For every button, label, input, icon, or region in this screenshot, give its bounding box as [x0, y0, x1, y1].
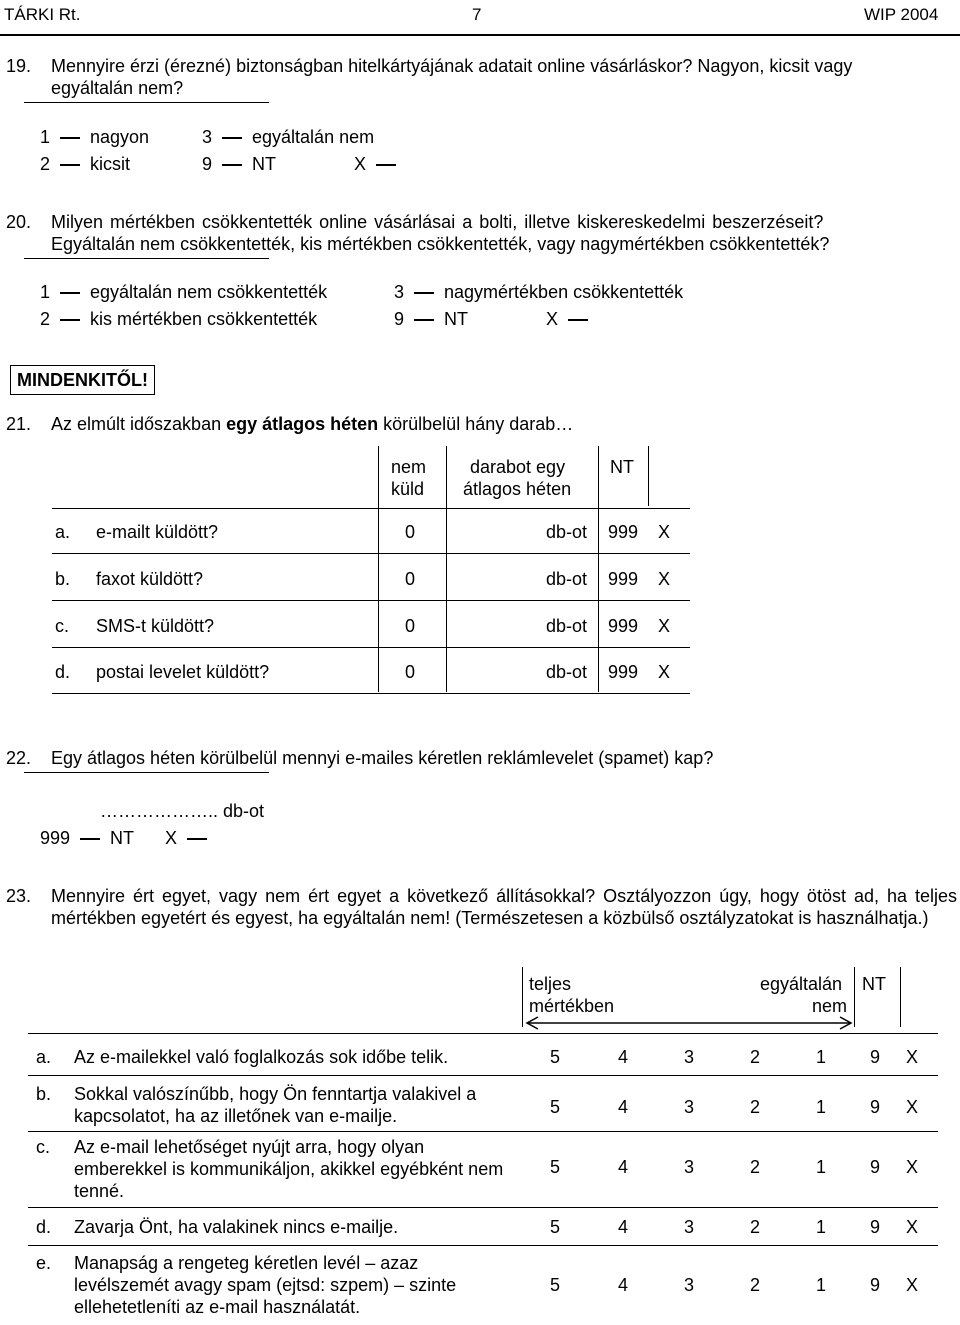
- q21-nt-option[interactable]: 999: [608, 616, 639, 636]
- q21-row-label: e-mailt küldött?: [96, 522, 219, 542]
- q21-hline-a: [52, 553, 690, 554]
- q21-x-option[interactable]: X: [658, 662, 671, 682]
- q23-option-1[interactable]: 1: [816, 1217, 827, 1237]
- q21-row-label: faxot küldött?: [96, 569, 204, 589]
- q20-option-9[interactable]: 9 NT: [394, 309, 469, 329]
- q20-text-line1: Milyen mértékben csökkentették online vásárlásai a bolti, illetve kiskereskedelmi beszerzéseit?: [51, 212, 824, 232]
- q23-row-text: Sokkal valószínűbb, hogy Ön fenntartja valakivel a kapcsolatot, ha az illetőnek van e-mailje.: [74, 1084, 477, 1126]
- q23-option-9[interactable]: 9: [870, 1097, 881, 1117]
- q21-number: 21.: [6, 414, 32, 434]
- q23-option-4[interactable]: 4: [618, 1157, 629, 1177]
- q21-db-field[interactable]: db-ot: [546, 569, 588, 589]
- q23-rule-d: [28, 1245, 938, 1246]
- q23-option-1[interactable]: 1: [816, 1157, 827, 1177]
- q21-col-db-1: darabot egy: [470, 457, 566, 477]
- q21-col-db-2: átlagos héten: [463, 479, 572, 499]
- q21-hline-c: [52, 647, 690, 648]
- q20-option-3[interactable]: 3 nagymértékben csökkentették: [394, 282, 684, 302]
- q21-row-letter: c.: [55, 616, 70, 636]
- q23-option-9[interactable]: 9: [870, 1217, 881, 1237]
- q23-scale-right-2: nem: [812, 996, 848, 1016]
- q21-x-option[interactable]: X: [658, 616, 671, 636]
- q22-underline: [24, 772, 269, 773]
- q23-row-letter: b.: [36, 1084, 52, 1104]
- q19-text-line1: Mennyire érzi (érezné) biztonságban hitelkártyájának adatait online vásárláskor? Nagyon, kicsit vagy: [51, 56, 853, 76]
- q23-scale-vline-left: [522, 967, 523, 1027]
- q23-option-3[interactable]: 3: [684, 1217, 695, 1237]
- q23-option-x[interactable]: X: [906, 1097, 919, 1117]
- q23-row-letter: a.: [36, 1047, 52, 1067]
- q23-scale-nt: NT: [862, 974, 886, 994]
- q21-db-field[interactable]: db-ot: [546, 662, 588, 682]
- q21-row-letter: d.: [55, 662, 71, 682]
- q23-text: Mennyire ért egyet, vagy nem ért egyet a következő állításokkal? Osztályozzon úgy, hogy ötöst ad, ha teljes mértékben egyetért és egyest, ha egyáltalán nem! (Természetesen a közbülső osztályzatokat is használhatja.): [51, 886, 957, 928]
- q21-zero-option[interactable]: 0: [405, 569, 416, 589]
- q21-col-nt: NT: [610, 457, 634, 477]
- q23-option-9[interactable]: 9: [870, 1047, 881, 1067]
- q23-scale-vline-right: [900, 967, 901, 1027]
- q22-text: Egy átlagos héten körülbelül mennyi e-mailes kéretlen reklámlevelet (spamet) kap?: [51, 748, 714, 768]
- q21-zero-option[interactable]: 0: [405, 522, 416, 542]
- q20-number: 20.: [6, 212, 32, 232]
- q23-scale-right-1: egyáltalán: [760, 974, 843, 994]
- q23-option-x[interactable]: X: [906, 1157, 919, 1177]
- q21-row-label: SMS-t küldött?: [96, 616, 215, 636]
- instruction-box: MINDENKITŐL!: [10, 365, 155, 395]
- q23-option-x[interactable]: X: [906, 1275, 919, 1295]
- q19-number: 19.: [6, 56, 32, 76]
- q23-row-text: Az e-mailekkel való foglalkozás sok időbe telik.: [74, 1047, 449, 1067]
- q22-option-x[interactable]: X: [165, 827, 217, 849]
- q23-option-9[interactable]: 9: [870, 1157, 881, 1177]
- q21-col-nem-1: nem: [391, 457, 427, 477]
- q23-rule-c: [28, 1207, 938, 1208]
- q19-option-1[interactable]: 1 nagyon: [40, 127, 150, 147]
- q23-scale-left-2: mértékben: [529, 996, 615, 1016]
- q23-scale-arrow: [524, 1016, 854, 1030]
- q22-number: 22.: [6, 748, 32, 768]
- q21-text: Az elmúlt időszakban egy átlagos héten körülbelül hány darab…: [51, 414, 574, 434]
- q23-option-3[interactable]: 3: [684, 1047, 695, 1067]
- q20-option-x[interactable]: X: [546, 308, 598, 330]
- header-left: TÁRKI Rt.: [4, 5, 81, 24]
- q23-option-4[interactable]: 4: [618, 1097, 629, 1117]
- q23-scale-vline-mid: [854, 967, 855, 1027]
- q23-option-2[interactable]: 2: [750, 1275, 761, 1295]
- q21-nt-option[interactable]: 999: [608, 569, 639, 589]
- q23-rule-b: [28, 1131, 938, 1132]
- q23-option-2[interactable]: 2: [750, 1217, 761, 1237]
- q23-option-4[interactable]: 4: [618, 1217, 629, 1237]
- q23-rule-a: [28, 1075, 938, 1076]
- q21-nt-option[interactable]: 999: [608, 522, 639, 542]
- q23-option-3[interactable]: 3: [684, 1097, 695, 1117]
- q23-option-3[interactable]: 3: [684, 1275, 695, 1295]
- q23-option-4[interactable]: 4: [618, 1275, 629, 1295]
- q22-db-field[interactable]: ……………….. db-ot: [100, 801, 265, 821]
- q23-option-5[interactable]: 5: [550, 1047, 561, 1067]
- header-rule: [0, 34, 960, 36]
- q21-vline-1: [378, 446, 379, 692]
- q23-row-text: Manapság a rengeteg kéretlen levél – azaz levélszemét avagy spam (ejtsd: szpem) – szinte ellehetetleníti az e-mail használatát.: [74, 1253, 457, 1317]
- q23-header-rule: [28, 1033, 938, 1034]
- q21-hline-header: [52, 508, 690, 509]
- q23-row-letter: d.: [36, 1217, 52, 1237]
- q20-underline: [24, 258, 269, 259]
- q21-col-nem-2: küld: [391, 479, 425, 499]
- page-number: 7: [472, 5, 482, 24]
- q23-option-3[interactable]: 3: [684, 1157, 695, 1177]
- q23-option-5[interactable]: 5: [550, 1217, 561, 1237]
- q21-text-bold: egy átlagos héten: [226, 414, 379, 434]
- q21-db-field[interactable]: db-ot: [546, 522, 588, 542]
- q21-vline-4: [648, 446, 649, 506]
- q21-hline-b: [52, 600, 690, 601]
- q23-option-1[interactable]: 1: [816, 1275, 827, 1295]
- q19-option-3[interactable]: 3 egyáltalán nem: [202, 127, 375, 147]
- q23-option-2[interactable]: 2: [750, 1047, 761, 1067]
- q23-row-letter: c.: [36, 1137, 51, 1157]
- q21-hline-d: [52, 693, 690, 694]
- q23-row-text: Az e-mail lehetőséget nyújt arra, hogy olyan emberekkel is kommunikáljon, akikkel egyébként nem tenné.: [74, 1137, 504, 1201]
- q23-option-9[interactable]: 9: [870, 1275, 881, 1295]
- q19-underline: [24, 102, 269, 103]
- q19-option-2[interactable]: 2 kicsit: [40, 154, 131, 174]
- q19-option-x[interactable]: X: [354, 153, 406, 175]
- q21-row-letter: b.: [55, 569, 71, 589]
- q23-number: 23.: [6, 886, 32, 906]
- q23-row-text: Zavarja Önt, ha valakinek nincs e-mailje.: [74, 1217, 399, 1237]
- q21-vline-2: [446, 446, 447, 692]
- q20-option-1[interactable]: 1 egyáltalán nem csökkentették: [40, 282, 328, 302]
- q23-option-x[interactable]: X: [906, 1047, 919, 1067]
- q23-row-letter: e.: [36, 1253, 52, 1273]
- q23-option-x[interactable]: X: [906, 1217, 919, 1237]
- q23-option-1[interactable]: 1: [816, 1097, 827, 1117]
- q21-x-option[interactable]: X: [658, 569, 671, 589]
- q21-x-option[interactable]: X: [658, 522, 671, 542]
- q21-vline-3: [598, 446, 599, 692]
- q20-text-line2: Egyáltalán nem csökkentették, kis mértékben csökkentették, vagy nagymértékben csökkentették?: [51, 234, 830, 254]
- q22-option-nt[interactable]: 999 NT: [40, 828, 135, 848]
- q21-db-field[interactable]: db-ot: [546, 616, 588, 636]
- q23-scale-left-1: teljes: [529, 974, 572, 994]
- q19-option-9[interactable]: 9 NT: [202, 154, 277, 174]
- q21-nt-option[interactable]: 999: [608, 662, 639, 682]
- q19-text-line2: egyáltalán nem?: [51, 78, 184, 98]
- q21-zero-option[interactable]: 0: [405, 662, 416, 682]
- q23-option-2[interactable]: 2: [750, 1157, 761, 1177]
- q23-option-5[interactable]: 5: [550, 1157, 561, 1177]
- q20-option-2[interactable]: 2 kis mértékben csökkentették: [40, 309, 318, 329]
- q23-option-5[interactable]: 5: [550, 1097, 561, 1117]
- q23-option-4[interactable]: 4: [618, 1047, 629, 1067]
- q23-option-1[interactable]: 1: [816, 1047, 827, 1067]
- q21-row-label: postai levelet küldött?: [96, 662, 270, 682]
- q23-option-5[interactable]: 5: [550, 1275, 561, 1295]
- header-right: WIP 2004: [864, 5, 939, 24]
- q23-option-2[interactable]: 2: [750, 1097, 761, 1117]
- q21-row-letter: a.: [55, 522, 71, 542]
- q21-zero-option[interactable]: 0: [405, 616, 416, 636]
